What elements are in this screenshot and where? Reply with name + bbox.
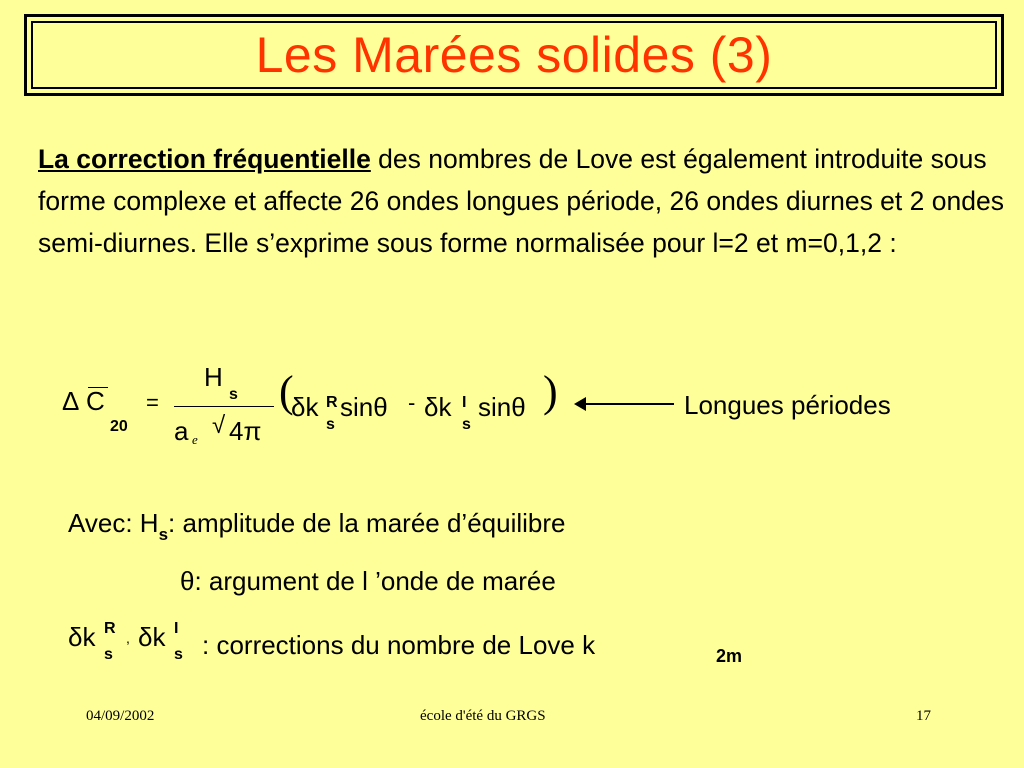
formula-minus: - <box>408 390 416 415</box>
sqrt-icon: √ <box>212 412 226 439</box>
formula-den-rest: 4π <box>229 416 262 446</box>
formula-rparen: ) <box>543 367 558 416</box>
formula-label: Longues périodes <box>684 390 891 420</box>
def-corr-text: : corrections du nombre de Love k <box>202 630 596 660</box>
formula-den-a: a <box>174 416 189 446</box>
fraction-bar <box>174 406 274 407</box>
def-dk1-sup: R <box>104 620 116 637</box>
formula-numerator: H <box>204 362 223 392</box>
def-hs-prefix: Avec: H <box>68 508 159 538</box>
formula-term1: δk <box>291 392 319 422</box>
intro-paragraph <box>38 138 1018 264</box>
formula-den-a-sub: e <box>192 432 198 447</box>
intro-rest: des nombres de Love est également introduite sous forme complexe et affecte 26 ondes longues période, 26 ondes diurnes et 2 ondes semi-diurnes. Elle s’exprime sous forme normalisée pour l=2 et m=0,1,2 : <box>38 144 1004 258</box>
formula-delta: Δ <box>62 386 80 416</box>
intro-lead: La correction fréquentielle <box>38 144 371 174</box>
footer-date: 04/09/2002 <box>86 708 155 724</box>
formula-equals: = <box>146 390 159 415</box>
def-hs-sub: s <box>158 525 169 544</box>
def-comma: , <box>126 630 130 646</box>
formula-sin1: sinθ <box>340 392 388 422</box>
formula-c: C <box>86 386 105 416</box>
def-theta: θ: argument de l ’onde de marée <box>180 566 556 596</box>
def-corr-sub: 2m <box>716 646 743 666</box>
arrow-shaft <box>584 403 674 405</box>
def-hs-text: : amplitude de la marée d’équilibre <box>168 508 566 538</box>
footer-page-number: 17 <box>916 708 931 724</box>
footer-center: école d'été du GRGS <box>420 708 546 724</box>
formula-c-sub: 20 <box>110 418 128 435</box>
def-dk2-sup: I <box>174 620 179 637</box>
formula <box>0 350 1024 460</box>
formula-lparen: ( <box>279 367 294 416</box>
title-frame-inner <box>31 21 997 89</box>
formula-term2: δk <box>424 392 452 422</box>
formula-term1-sup: R <box>326 394 338 411</box>
formula-numerator-sub: s <box>229 386 238 403</box>
formula-sin2: sinθ <box>478 392 526 422</box>
def-dk2-sub: s <box>174 646 183 663</box>
def-dk1: δk <box>68 622 96 652</box>
slide-title: Les Marées solides (3) <box>255 27 773 83</box>
formula-term2-sub: s <box>462 416 471 433</box>
def-hs <box>68 508 566 544</box>
formula-term2-sup: I <box>462 394 467 411</box>
title-frame <box>24 14 1004 96</box>
def-dk2: δk <box>138 622 166 652</box>
formula-term1-sub: s <box>326 416 335 433</box>
def-dk1-sub: s <box>104 646 113 663</box>
